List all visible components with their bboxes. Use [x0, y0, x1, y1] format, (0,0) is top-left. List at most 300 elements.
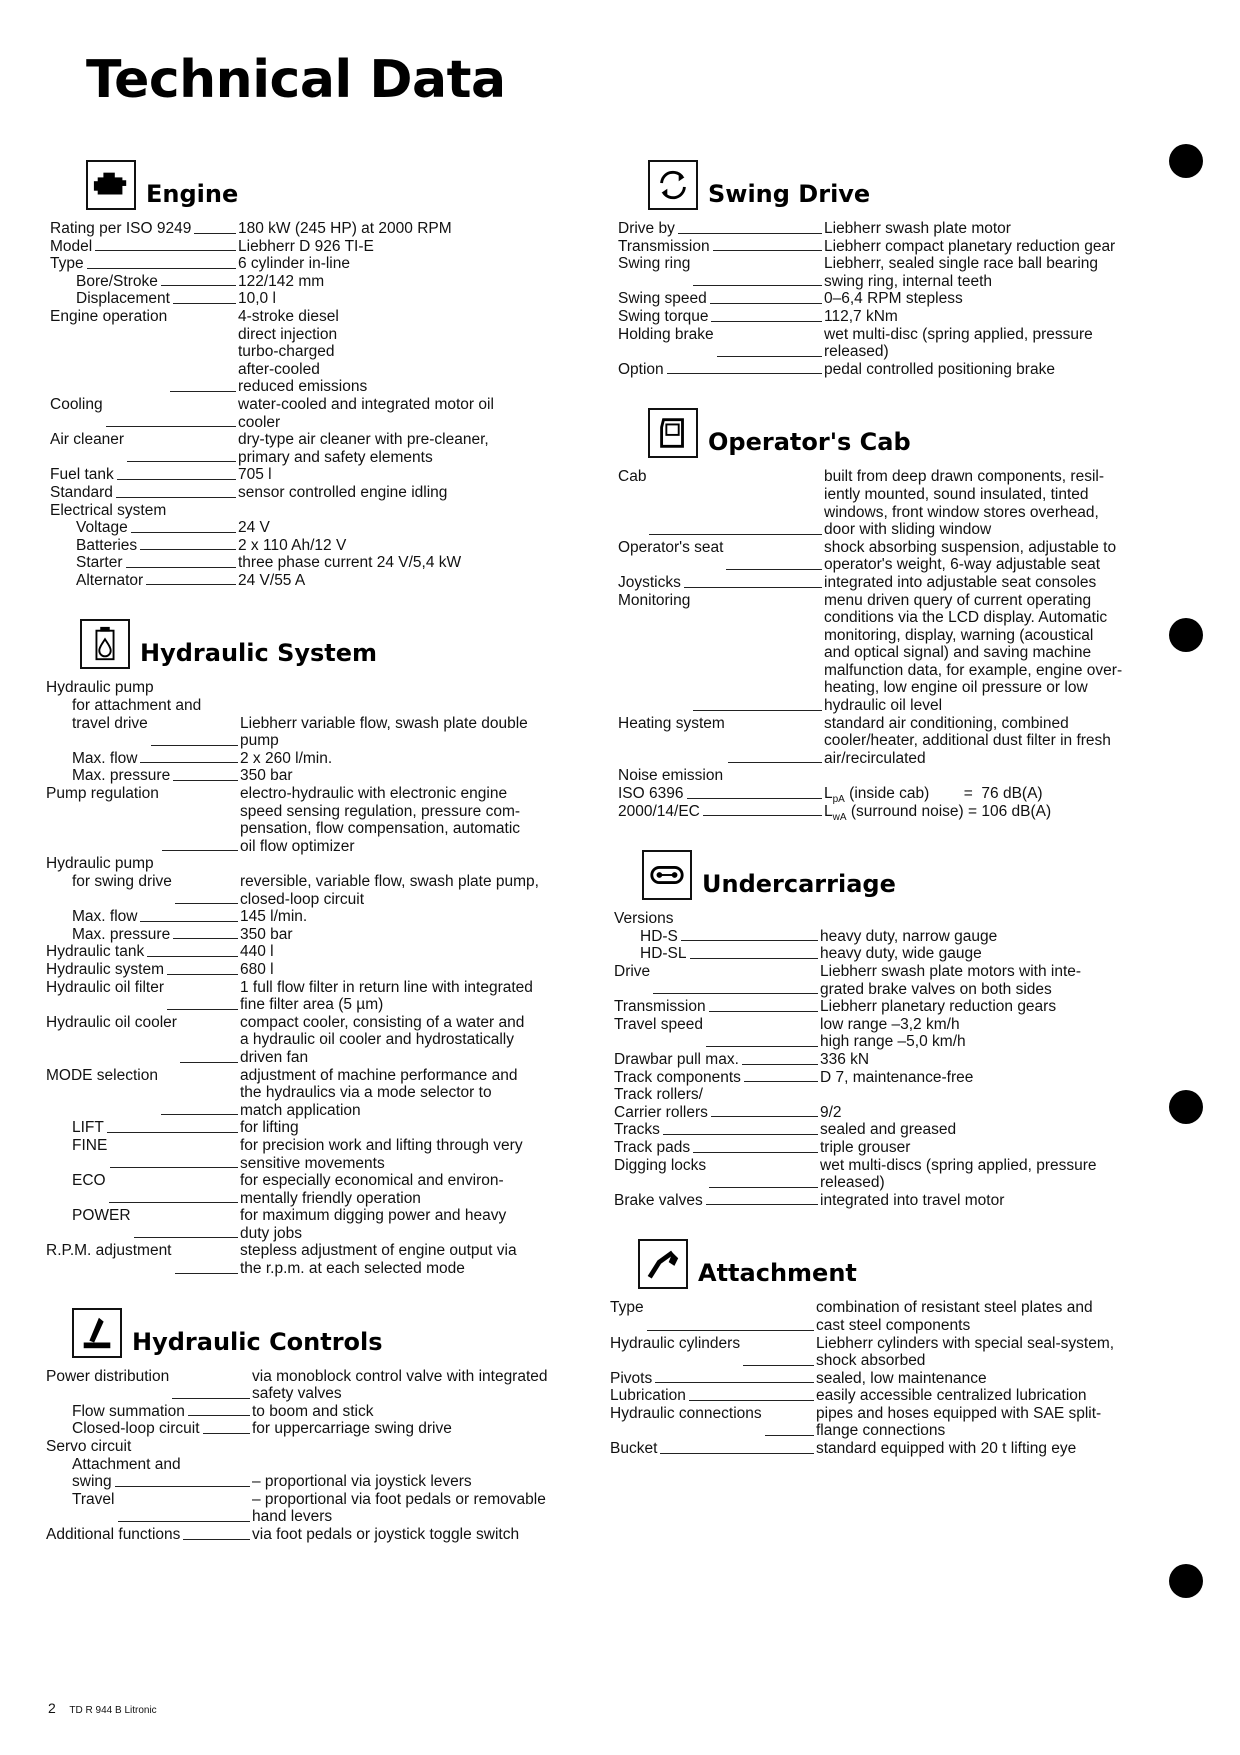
hydraulic-controls-title: Hydraulic Controls	[132, 1327, 383, 1356]
spec-value: 2 x 260 l/min.	[240, 749, 333, 767]
spec-label-cell	[46, 873, 240, 908]
spec-value: low range –3,2 km/h high range –5,0 km/h	[820, 1015, 966, 1051]
spec-label: for attachment and	[72, 697, 202, 715]
spec-label: Heating system	[618, 714, 725, 732]
operators-cab-section	[618, 400, 1178, 823]
spec-value: integrated into travel motor	[820, 1191, 1005, 1209]
spec-label-cell	[614, 910, 820, 928]
spec-label-cell	[618, 220, 824, 238]
engine-header	[86, 152, 610, 210]
spec-row	[46, 679, 610, 697]
leader-line	[728, 715, 822, 764]
spec-value	[240, 697, 610, 715]
spec-row	[46, 1403, 610, 1421]
spec-label-cell	[610, 1387, 816, 1405]
spec-row	[46, 873, 610, 908]
spec-label: Hydraulic oil cooler	[46, 1013, 177, 1031]
leader-line	[162, 785, 238, 851]
spec-label-cell	[614, 945, 820, 963]
spec-label: Max. flow	[72, 908, 138, 926]
spec-row	[50, 466, 610, 484]
spec-label: HD-SL	[640, 945, 687, 963]
spec-label-cell	[46, 750, 240, 768]
spec-label: Displacement	[76, 290, 170, 308]
leader-line	[703, 803, 822, 817]
spec-value: Liebherr swash plate motor	[824, 220, 1011, 237]
spec-label-cell	[46, 1137, 240, 1172]
spec-row	[618, 220, 1178, 238]
leader-line	[95, 238, 236, 252]
spec-value: 350 bar	[240, 925, 293, 943]
spec-label: Bore/Stroke	[76, 272, 158, 290]
spec-row	[618, 715, 1178, 768]
spec-label-cell	[618, 290, 824, 308]
spec-label-cell	[618, 326, 824, 361]
leader-line	[183, 1526, 250, 1540]
spec-value: 440 l	[240, 943, 274, 961]
spec-label: Hydraulic connections	[610, 1404, 762, 1422]
spec-label-cell	[618, 308, 824, 326]
spec-label: Digging locks	[614, 1156, 707, 1174]
leader-line	[140, 750, 238, 764]
spec-label: Travel speed	[614, 1015, 704, 1033]
spec-label-cell	[46, 1526, 252, 1544]
spec-label-cell	[50, 502, 238, 520]
spec-value	[252, 1456, 610, 1474]
noise-subscript: wA	[832, 811, 847, 823]
spec-label-cell	[618, 361, 824, 379]
spec-row	[618, 468, 1178, 538]
cab-icon	[648, 408, 698, 458]
spec-row	[614, 1157, 1178, 1192]
leader-line	[173, 926, 238, 940]
spec-value: D 7, maintenance-free	[820, 1068, 974, 1086]
spec-label-cell	[46, 855, 240, 873]
spec-row	[46, 1014, 610, 1067]
spec-label: Option	[618, 360, 664, 378]
spec-label-cell	[46, 1403, 252, 1421]
spec-value: stepless adjustment of engine output via the r.p.m. at each selected mode	[240, 1242, 517, 1278]
spec-label-cell	[618, 238, 824, 256]
spec-value: reversible, variable flow, swash plate pump, closed-loop circuit	[240, 873, 539, 908]
spec-label-cell	[50, 238, 238, 256]
leader-line	[109, 1172, 238, 1203]
spec-label-cell	[618, 592, 824, 715]
spec-label: Flow summation	[72, 1402, 185, 1420]
spec-label: Bucket	[610, 1440, 658, 1458]
attachment-section	[610, 1231, 1178, 1458]
spec-label: Closed-loop circuit	[72, 1420, 200, 1438]
spec-value: 145 l/min.	[240, 908, 308, 926]
spec-value: adjustment of machine performance and the hydraulics via a mode selector to match application	[240, 1066, 518, 1119]
leader-line	[107, 1119, 238, 1133]
spec-label-cell	[618, 767, 824, 785]
leader-line	[173, 767, 238, 781]
hydraulic-controls-header	[72, 1300, 610, 1358]
spec-label-cell	[50, 273, 238, 291]
spec-label: Transmission	[614, 998, 706, 1016]
leader-line	[678, 220, 822, 234]
spec-value: 10,0 l	[238, 290, 276, 308]
spec-row	[46, 1526, 610, 1544]
spec-value: dry-type air cleaner with pre-cleaner, primary and safety elements	[238, 431, 489, 466]
spec-row	[610, 1387, 1178, 1405]
spec-row	[46, 908, 610, 926]
leader-line	[713, 238, 822, 252]
engine-icon	[86, 160, 136, 210]
leader-line	[110, 1137, 238, 1168]
spec-value	[240, 855, 610, 873]
spec-value: to boom and stick	[252, 1402, 374, 1420]
spec-row	[50, 572, 610, 590]
leader-line	[663, 1121, 818, 1135]
spec-label: Travel	[72, 1490, 115, 1508]
spec-label: Swing speed	[618, 290, 707, 308]
page-title: Technical Data	[86, 50, 506, 110]
spec-value	[820, 1086, 1178, 1104]
hydraulic-system-header	[80, 611, 610, 669]
spec-label-cell	[614, 1121, 820, 1139]
spec-label: Carrier rollers	[614, 1103, 708, 1121]
spec-label: Hydraulic pump	[46, 679, 154, 697]
leader-line	[87, 255, 236, 269]
spec-row	[614, 1104, 1178, 1122]
spec-label: Starter	[76, 554, 123, 572]
spec-row	[618, 308, 1178, 326]
spec-value: sealed and greased	[820, 1121, 957, 1139]
spec-label-cell	[50, 431, 238, 466]
leader-line	[726, 539, 822, 570]
spec-label: Drive by	[618, 220, 675, 237]
noise-symbol: L	[824, 802, 833, 820]
spec-row	[50, 396, 610, 431]
spec-row	[50, 554, 610, 572]
spec-row	[50, 537, 610, 555]
spec-label-cell	[50, 466, 238, 484]
spec-label: Voltage	[76, 519, 128, 537]
spec-label: Air cleaner	[50, 431, 125, 449]
spec-label: MODE selection	[46, 1066, 158, 1084]
spec-row	[610, 1299, 1178, 1334]
spec-label-cell	[46, 1014, 240, 1067]
spec-label-cell	[618, 539, 824, 574]
spec-row	[614, 1016, 1178, 1051]
leader-line	[115, 1473, 250, 1487]
spec-row	[610, 1335, 1178, 1370]
leader-line	[743, 1335, 814, 1366]
leader-line	[655, 1370, 814, 1384]
leader-line	[134, 1207, 238, 1238]
leader-line	[170, 308, 236, 392]
spec-label-cell	[50, 308, 238, 396]
spec-row	[614, 963, 1178, 998]
spec-row	[50, 519, 610, 537]
spec-label-cell	[610, 1299, 816, 1334]
spec-label: Type	[610, 1299, 644, 1317]
leader-line	[709, 1157, 818, 1188]
spec-label: Drive	[614, 963, 651, 980]
spec-value: shock absorbing suspension, adjustable to operator's weight, 6-way adjustable seat	[824, 538, 1117, 574]
leader-line	[687, 785, 823, 799]
spec-value	[238, 502, 610, 520]
spec-label-cell	[614, 963, 820, 998]
spec-label-cell	[610, 1440, 816, 1458]
spec-label-cell	[50, 255, 238, 273]
spec-value: 680 l	[240, 960, 274, 978]
spec-label-cell	[46, 1067, 240, 1120]
spec-label: LIFT	[72, 1119, 104, 1137]
engine-section	[50, 152, 610, 589]
spec-row	[618, 290, 1178, 308]
spec-row	[614, 945, 1178, 963]
spec-label-cell	[50, 537, 238, 555]
spec-label: Hydraulic oil filter	[46, 978, 165, 996]
spec-value: Liebherr swash plate motors with inte- grated brake valves on both sides	[820, 963, 1082, 998]
leader-line	[693, 592, 822, 711]
spec-value: pedal controlled positioning brake	[824, 360, 1055, 378]
spec-row	[46, 1368, 610, 1403]
spec-label-cell	[614, 1051, 820, 1069]
spec-value: heavy duty, wide gauge	[820, 945, 982, 963]
spec-row	[50, 484, 610, 502]
leader-line	[684, 574, 822, 588]
spec-label: Max. pressure	[72, 925, 171, 943]
leader-line	[147, 943, 238, 957]
spec-label: Operator's seat	[618, 538, 724, 556]
spec-label: Brake valves	[614, 1191, 703, 1209]
spec-label: Alternator	[76, 571, 144, 589]
leader-line	[140, 908, 238, 922]
spec-value: easily accessible centralized lubrication	[816, 1387, 1087, 1405]
spec-value: sensor controlled engine idling	[238, 483, 448, 501]
spec-value: standard equipped with 20 t lifting eye	[816, 1440, 1077, 1458]
engine-title: Engine	[146, 180, 239, 208]
spec-value: pipes and hoses equipped with SAE split- flange connections	[816, 1404, 1102, 1440]
spec-value	[240, 679, 610, 697]
spec-label-cell	[610, 1335, 816, 1370]
hydraulic-controls-rows	[46, 1368, 610, 1544]
spec-row	[610, 1370, 1178, 1388]
engine-rows	[50, 220, 610, 589]
spec-label: Track components	[614, 1068, 741, 1086]
noise-value: (surround noise) = 106 dB(A)	[846, 802, 1052, 820]
spec-value: 24 V/55 A	[238, 571, 306, 589]
attachment-rows	[610, 1299, 1178, 1457]
spec-row	[46, 961, 610, 979]
noise-symbol: L	[824, 785, 833, 803]
noise-subscript: pA	[832, 794, 845, 806]
spec-label: Max. flow	[72, 749, 138, 767]
spec-label-cell	[614, 1069, 820, 1087]
hydraulic-system-title: Hydraulic System	[140, 639, 378, 668]
spec-label-cell	[50, 220, 238, 238]
spec-label: Batteries	[76, 536, 138, 554]
spec-label-cell	[610, 1370, 816, 1388]
spec-row	[46, 767, 610, 785]
spec-row	[618, 574, 1178, 592]
spec-row	[614, 1139, 1178, 1157]
leader-line	[667, 361, 822, 375]
spec-row	[618, 803, 1178, 821]
spec-row	[614, 1086, 1178, 1104]
spec-value: 1 full flow filter in return line with integrated fine filter area (5 µm)	[240, 978, 533, 1014]
undercarriage-section	[614, 842, 1178, 1209]
spec-label: Hydraulic system	[46, 960, 164, 978]
spec-row	[50, 273, 610, 291]
spec-label-cell	[46, 1172, 240, 1207]
spec-label: Drawbar pull max.	[614, 1050, 739, 1068]
noise-value: (inside cab) = 76 dB(A)	[844, 785, 1043, 803]
hydraulic-system-rows	[46, 679, 610, 1277]
spec-value: Liebherr planetary reduction gears	[820, 998, 1057, 1016]
operators-cab-title: Operator's Cab	[708, 428, 911, 457]
spec-value: wet multi-disc (spring applied, pressure released)	[824, 325, 1093, 361]
spec-label-cell	[46, 926, 240, 944]
spec-label-cell	[50, 484, 238, 502]
spec-label: travel drive	[72, 714, 148, 732]
spec-value: via monoblock control valve with integrated safety valves	[252, 1367, 548, 1403]
spec-value: for especially economical and environ- mentally friendly operation	[240, 1172, 504, 1207]
right-column	[610, 152, 1178, 1480]
spec-row	[50, 308, 610, 396]
spec-label: Track pads	[614, 1138, 691, 1156]
spec-row	[46, 1473, 610, 1491]
leader-line	[711, 1104, 818, 1118]
spec-row	[614, 928, 1178, 946]
leader-line	[710, 290, 822, 304]
leader-line	[744, 1069, 818, 1083]
spec-label-cell	[614, 998, 820, 1016]
spec-row	[614, 1069, 1178, 1087]
spec-value	[824, 785, 1178, 806]
left-column	[46, 152, 610, 1566]
spec-label: ECO	[72, 1172, 106, 1190]
spec-row	[618, 238, 1178, 256]
spec-label-cell	[614, 1192, 820, 1210]
leader-line	[180, 1014, 238, 1063]
spec-value: 705 l	[238, 466, 272, 484]
oil-can-icon	[80, 619, 130, 669]
spec-label: Lubrication	[610, 1387, 686, 1405]
leader-line	[649, 468, 822, 534]
spec-label: Joysticks	[618, 573, 681, 591]
spec-row	[614, 998, 1178, 1016]
spec-value	[824, 767, 1178, 785]
spec-value: – proportional via joystick levers	[252, 1473, 472, 1491]
spec-row	[46, 979, 610, 1014]
spec-value: integrated into adjustable seat consoles	[824, 573, 1097, 591]
leader-line	[706, 1016, 818, 1047]
spec-label: Type	[50, 255, 84, 273]
spec-label: Attachment and	[72, 1455, 181, 1473]
punch-hole-2	[1169, 618, 1203, 652]
spec-label: Noise emission	[618, 767, 724, 785]
spec-row	[50, 502, 610, 520]
spec-value: Liebherr, sealed single race ball bearing swing ring, internal teeth	[824, 255, 1099, 290]
attachment-header	[638, 1231, 1178, 1289]
spec-row	[50, 431, 610, 466]
spec-row	[46, 785, 610, 855]
spec-label-cell	[46, 1473, 252, 1491]
spec-value: Liebherr compact planetary reduction gear	[824, 237, 1116, 255]
page-footer	[48, 1700, 157, 1716]
spec-row	[50, 220, 610, 238]
spec-row	[610, 1405, 1178, 1440]
spec-value: Liebherr cylinders with special seal-system, shock absorbed	[816, 1334, 1115, 1370]
punch-hole-3	[1169, 1090, 1203, 1124]
spec-label-cell	[46, 785, 240, 855]
spec-label-cell	[46, 961, 240, 979]
spec-value	[824, 803, 1178, 821]
spec-label: 2000/14/EC	[618, 802, 700, 820]
spec-value: Liebherr variable flow, swash plate double pump	[240, 714, 528, 750]
swing-drive-rows	[618, 220, 1178, 378]
spec-label: Engine operation	[50, 307, 168, 325]
spec-label: Fuel tank	[50, 466, 114, 484]
spec-row	[618, 767, 1178, 785]
spec-row	[46, 750, 610, 768]
leader-line	[172, 1368, 250, 1399]
spec-value: 0–6,4 RPM stepless	[824, 290, 963, 308]
spec-row	[50, 238, 610, 256]
spec-row	[46, 1456, 610, 1474]
spec-row	[46, 855, 610, 873]
spec-label-cell	[46, 1438, 252, 1456]
spec-label-cell	[46, 1119, 240, 1137]
spec-label-cell	[614, 1086, 820, 1104]
spec-label: Swing torque	[618, 307, 709, 325]
leader-line	[742, 1051, 818, 1065]
spec-label-cell	[50, 396, 238, 431]
leader-line	[161, 1067, 238, 1116]
spec-label-cell	[614, 1104, 820, 1122]
leader-line	[161, 273, 236, 287]
spec-value: 350 bar	[240, 767, 293, 785]
spec-row	[46, 1420, 610, 1438]
swing-drive-header	[648, 152, 1178, 210]
spec-label: for swing drive	[72, 873, 172, 890]
spec-value: for precision work and lifting through very sensitive movements	[240, 1136, 523, 1172]
spec-row	[46, 715, 610, 750]
leader-line	[711, 308, 822, 322]
spec-label-cell	[50, 554, 238, 572]
spec-value: 122/142 mm	[238, 272, 325, 290]
leader-line	[127, 431, 236, 462]
spec-label: R.P.M. adjustment	[46, 1242, 172, 1260]
spec-row	[618, 539, 1178, 574]
spec-label-cell	[46, 1491, 252, 1526]
spec-label-cell	[46, 1420, 252, 1438]
spec-value: 4-stroke diesel direct injection turbo-charged after-cooled reduced emissions	[238, 307, 368, 396]
spec-label-cell	[50, 519, 238, 537]
spec-value: – proportional via foot pedals or removable hand levers	[252, 1490, 546, 1526]
spec-value	[252, 1438, 610, 1456]
spec-value	[820, 910, 1178, 928]
spec-label-cell	[618, 785, 824, 803]
spec-label: FINE	[72, 1136, 108, 1154]
leader-line	[175, 1242, 239, 1273]
spec-row	[614, 1121, 1178, 1139]
spec-value: 336 kN	[820, 1050, 870, 1068]
leader-line	[106, 396, 236, 427]
spec-label: ISO 6396	[618, 785, 684, 803]
spec-label: Hydraulic tank	[46, 943, 145, 961]
spec-label: Servo circuit	[46, 1438, 132, 1456]
spec-label-cell	[46, 1242, 240, 1277]
spec-row	[618, 785, 1178, 806]
spec-label-cell	[50, 290, 238, 308]
leader-line	[167, 979, 238, 1010]
